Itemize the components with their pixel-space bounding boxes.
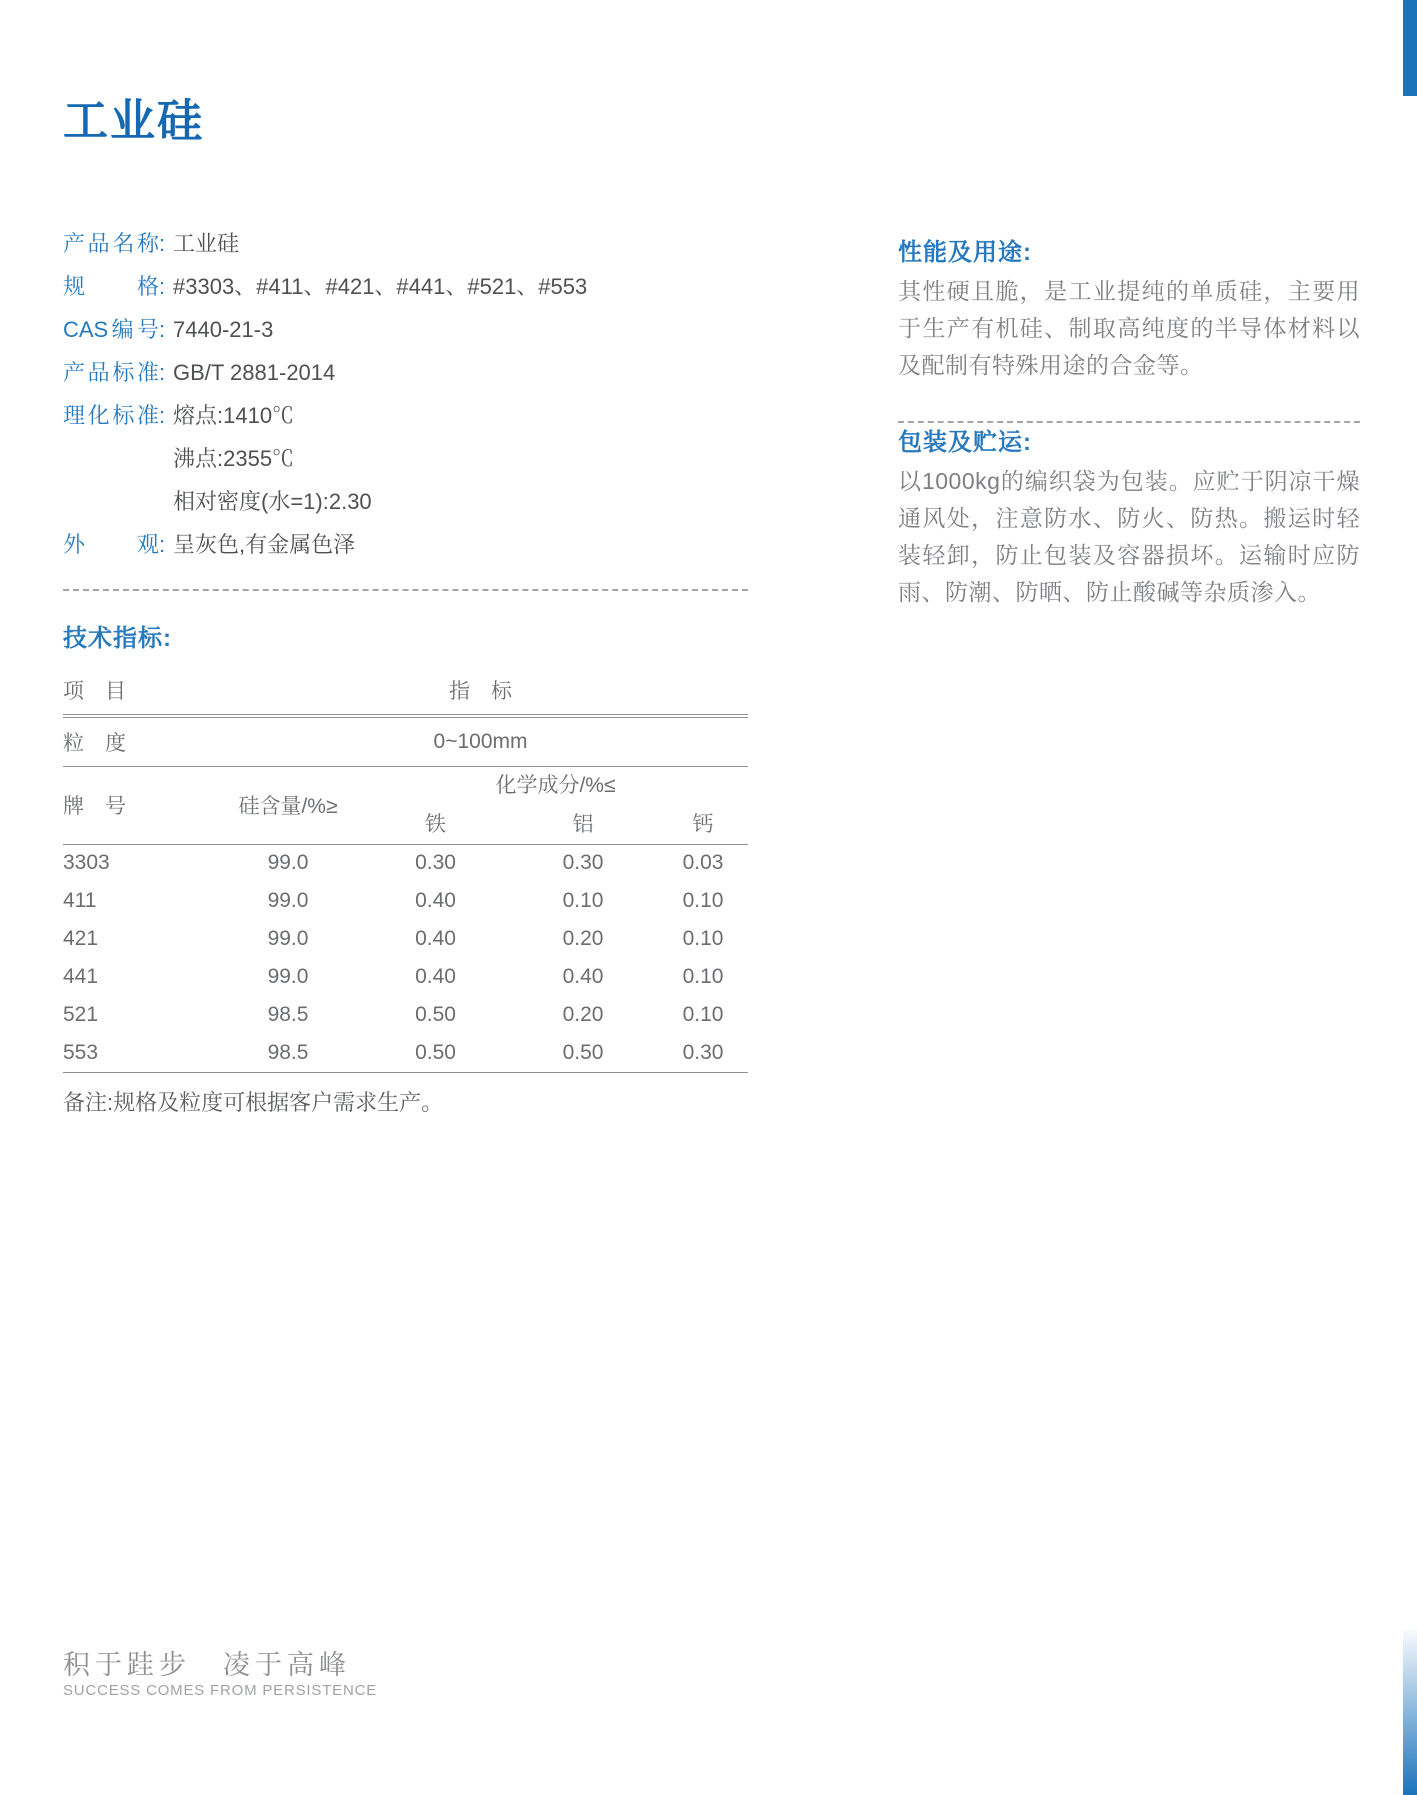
cell-fe: 0.50 bbox=[363, 1034, 508, 1072]
info-row-spec bbox=[63, 265, 748, 308]
page-title: 工业硅 bbox=[63, 95, 205, 146]
chem-col-al: 铝 bbox=[508, 802, 658, 844]
cell-grade: 421 bbox=[63, 927, 99, 950]
cell-fe: 0.30 bbox=[415, 851, 456, 875]
cell-ca: 0.10 bbox=[682, 889, 724, 912]
cell-fe: 0.40 bbox=[415, 927, 456, 950]
field-value: GB/T 2881-2014 bbox=[173, 360, 336, 385]
tech-specs-heading: 技术指标: bbox=[63, 625, 172, 652]
field-label: 规格 bbox=[63, 274, 159, 299]
section-properties-uses bbox=[898, 236, 1360, 384]
cell-si: 99.0 bbox=[267, 927, 309, 950]
cell-grade: 411 bbox=[63, 889, 97, 912]
blue-edge-bar-bottom bbox=[1403, 1630, 1417, 1795]
field-colon: : bbox=[159, 274, 166, 299]
section-packaging-storage bbox=[898, 426, 1360, 611]
field-value: 熔点:1410℃ bbox=[173, 403, 295, 428]
physchem-extra-boiling: 沸点:2355℃ bbox=[173, 446, 295, 471]
footer-slogan bbox=[63, 1650, 377, 1699]
section-heading: 包装及贮运: bbox=[898, 429, 1032, 456]
info-row-physchem bbox=[63, 394, 748, 437]
product-info-list bbox=[63, 222, 748, 566]
table-row bbox=[63, 958, 748, 996]
cell-si: 99.0 bbox=[267, 851, 309, 875]
cell-ca: 0.10 bbox=[682, 965, 724, 988]
cell-al: 0.20 bbox=[562, 1003, 604, 1026]
right-column bbox=[898, 236, 1360, 611]
spec-table bbox=[63, 666, 748, 1073]
section-body: 其性硬且脆，是工业提纯的单质硅，主要用于生产有机硅、制取高纯度的半导体材料以及配制有特殊用途的合金等。 bbox=[898, 278, 1360, 378]
table-row bbox=[63, 1034, 748, 1072]
cell-si: 98.5 bbox=[213, 1034, 363, 1072]
cell-fe: 0.40 bbox=[415, 965, 456, 988]
cell-grade: 553 bbox=[63, 1034, 213, 1072]
field-colon: : bbox=[159, 403, 166, 428]
table-row-header bbox=[63, 666, 748, 716]
cell-al: 0.10 bbox=[562, 889, 604, 912]
info-row-standard bbox=[63, 351, 748, 394]
cell-ca: 0.03 bbox=[682, 851, 724, 875]
cell-grade: 521 bbox=[63, 1003, 99, 1026]
grade-header: 牌 号 bbox=[63, 766, 213, 844]
cell-si: 99.0 bbox=[267, 889, 309, 912]
cell-grade: 3303 bbox=[63, 851, 110, 875]
chem-col-ca: 钙 bbox=[658, 802, 748, 844]
field-value: 呈灰色,有金属色泽 bbox=[173, 532, 356, 557]
section-body: 以1000kg的编织袋为包装。应贮于阴凉干燥通风处，注意防水、防火、防热。搬运时轻装轻卸，防止包装及容器损坏。运输时应防雨、防潮、防晒、防止酸碱等杂质渗入。 bbox=[898, 468, 1360, 605]
field-label: 产品标准 bbox=[63, 360, 159, 385]
field-label: 理化标准 bbox=[63, 403, 159, 428]
cell-ca: 0.30 bbox=[658, 1034, 748, 1072]
field-value: #3303、#411、#421、#441、#521、#553 bbox=[173, 274, 588, 299]
col-header-index: 指 标 bbox=[213, 666, 748, 716]
field-colon: : bbox=[159, 231, 166, 256]
cell-ca: 0.10 bbox=[682, 1003, 724, 1026]
physchem-extra-density: 相对密度(水=1):2.30 bbox=[173, 489, 372, 514]
table-row bbox=[63, 996, 748, 1034]
cell-si: 99.0 bbox=[267, 965, 309, 988]
table-row-granularity bbox=[63, 716, 748, 766]
field-value: 工业硅 bbox=[173, 231, 240, 256]
cell-grade: 441 bbox=[63, 965, 99, 988]
field-colon: : bbox=[159, 532, 166, 557]
slogan-chinese: 积于跬步 凌于高峰 bbox=[63, 1650, 351, 1680]
table-note: 备注:规格及粒度可根据客户需求生产。 bbox=[63, 1090, 444, 1115]
cell-al: 0.40 bbox=[562, 965, 604, 988]
cell-fe: 0.50 bbox=[415, 1003, 456, 1026]
cell-al: 0.30 bbox=[562, 851, 604, 875]
cell-si: 98.5 bbox=[267, 1003, 309, 1026]
cell-al: 0.20 bbox=[562, 927, 604, 950]
info-row-appearance bbox=[63, 523, 748, 566]
field-colon: : bbox=[159, 317, 166, 342]
chem-composition-header: 化学成分/%≤ bbox=[495, 774, 616, 798]
dashed-divider-right bbox=[898, 421, 1360, 423]
field-label: CAS编号 bbox=[63, 317, 159, 342]
chem-col-fe: 铁 bbox=[363, 802, 508, 844]
field-colon: : bbox=[159, 360, 166, 385]
table-row bbox=[63, 844, 748, 882]
cell-fe: 0.40 bbox=[415, 889, 456, 912]
granularity-label: 粒 度 bbox=[63, 716, 213, 766]
field-label: 产品名称 bbox=[63, 231, 159, 256]
field-label: 外观 bbox=[63, 532, 159, 557]
granularity-value: 0~100mm bbox=[213, 716, 748, 766]
cell-ca: 0.10 bbox=[682, 927, 724, 950]
field-value: 7440-21-3 bbox=[173, 317, 274, 342]
si-content-header: 硅含量/%≥ bbox=[213, 766, 363, 844]
dashed-divider-left bbox=[63, 589, 748, 591]
info-row-product-name bbox=[63, 222, 748, 265]
col-header-item: 项 目 bbox=[63, 666, 213, 716]
slogan-english: SUCCESS COMES FROM PERSISTENCE bbox=[63, 1682, 378, 1699]
cell-al: 0.50 bbox=[508, 1034, 658, 1072]
table-row-chem-header bbox=[63, 766, 748, 802]
table-row bbox=[63, 920, 748, 958]
table-row bbox=[63, 882, 748, 920]
blue-edge-bar-top bbox=[1403, 0, 1417, 96]
info-row-cas bbox=[63, 308, 748, 351]
section-heading: 性能及用途: bbox=[898, 239, 1032, 266]
